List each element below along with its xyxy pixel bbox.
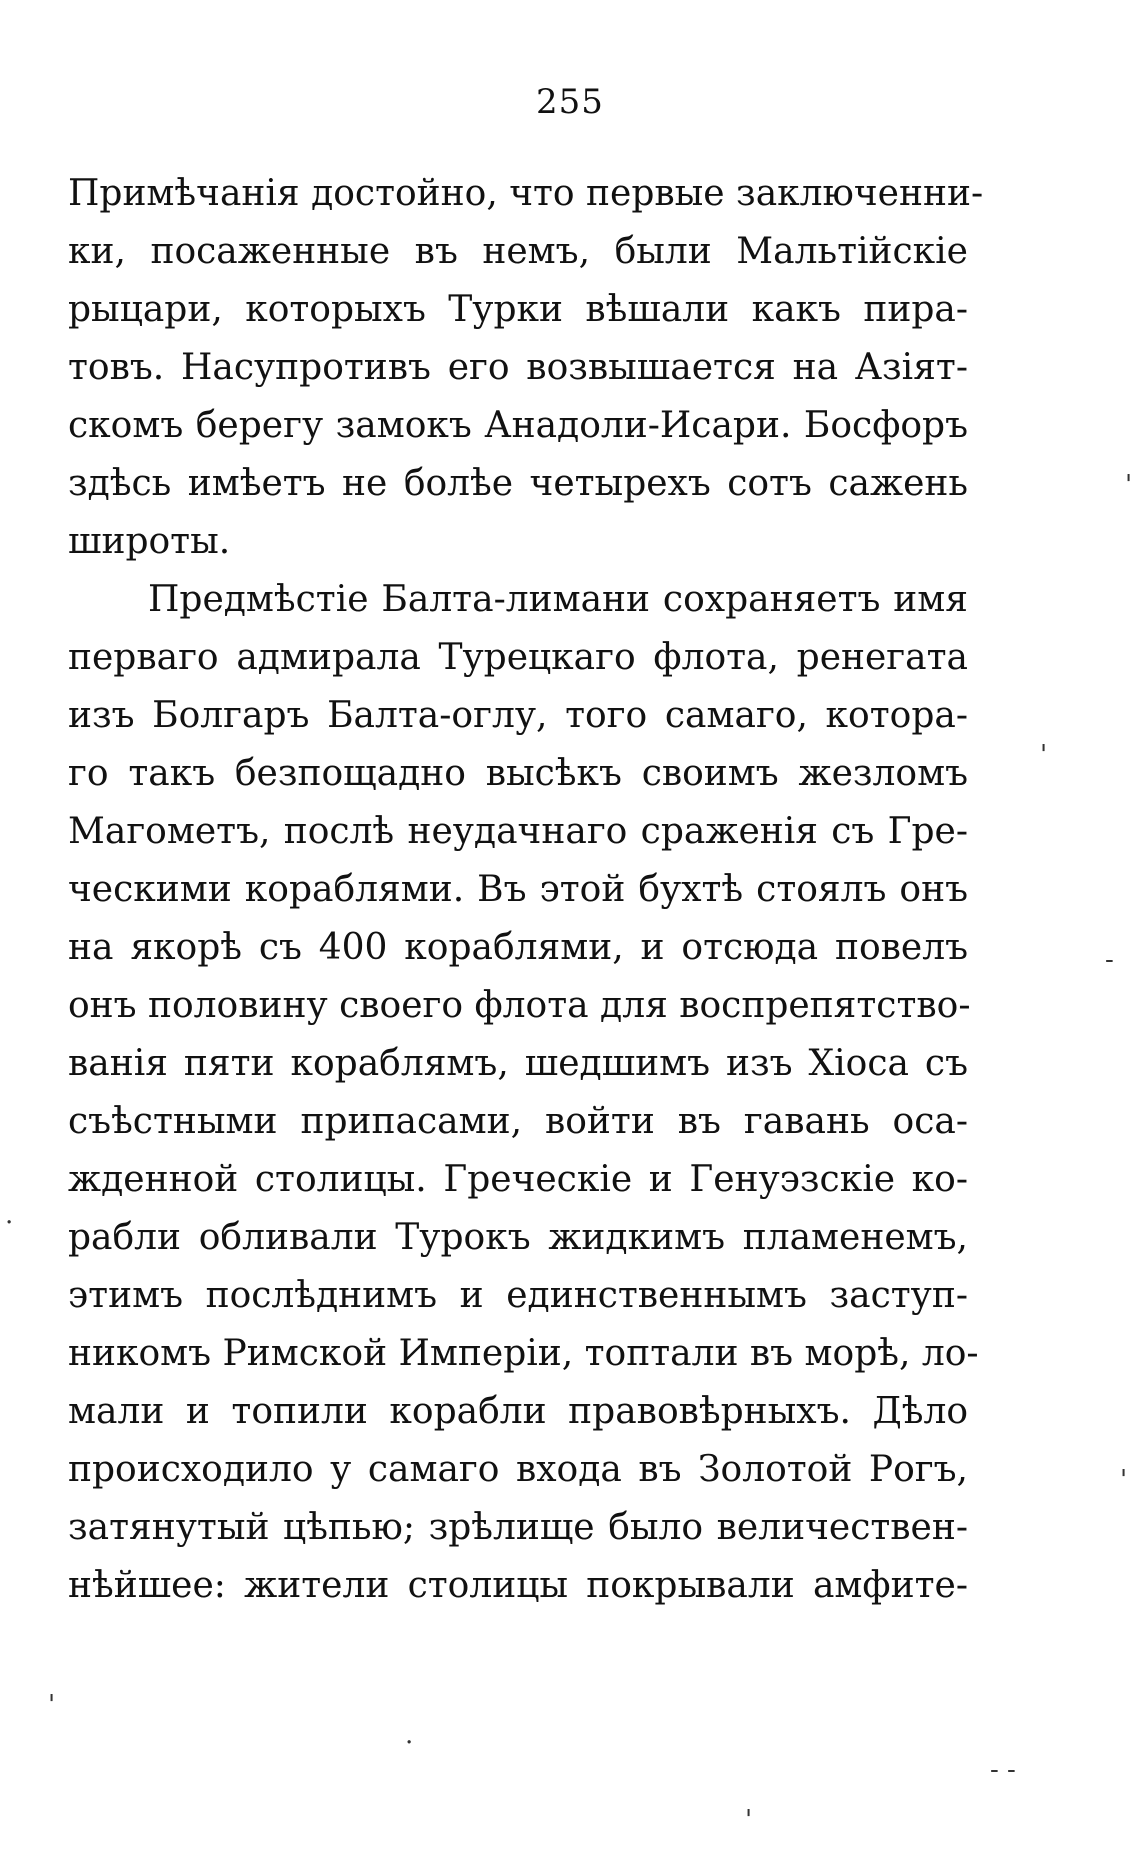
text-line: Магометъ, послѣ неудачнаго сраженія съ Гре- [68, 811, 968, 852]
text-line: мали и топили корабли правовѣрныхъ. Дѣло [68, 1391, 968, 1432]
page-number: 255 [536, 82, 604, 122]
scan-speck: . [405, 1720, 414, 1750]
scan-speck: ' [1040, 740, 1048, 770]
text-line: на якорѣ съ 400 кораблями, и отсюда повелъ [68, 927, 968, 968]
scan-speck: ' [1125, 470, 1133, 500]
text-line: здѣсь имѣетъ не болѣе четырехъ сотъ сажень [68, 463, 968, 504]
text-line: затянутый цѣпью; зрѣлище было величествен- [68, 1507, 968, 1548]
text-line: ческими кораблями. Въ этой бухтѣ стоялъ онъ [68, 869, 968, 910]
text-line: ки, посаженные въ немъ, были Мальтійскіе [68, 231, 968, 272]
scan-speck: . [5, 1200, 14, 1230]
paragraph-2 [68, 571, 979, 1615]
text-line: этимъ послѣднимъ и единственнымъ заступ- [68, 1275, 968, 1316]
scan-speck: - [1105, 945, 1114, 975]
text-line: широты. [68, 521, 231, 562]
text-line: нѣйшее: жители столицы покрывали амфите- [68, 1565, 968, 1606]
text-line: рыцари, которыхъ Турки вѣшали какъ пира- [68, 289, 968, 330]
text-line: рабли обливали Турокъ жидкимъ пламенемъ, [68, 1217, 968, 1258]
text-line: перваго адмирала Турецкаго флота, ренегата [68, 637, 968, 678]
text-line: изъ Болгаръ Балта-оглу, того самаго, которa- [68, 695, 968, 736]
scan-speck: ' [48, 1690, 56, 1720]
text-line: товъ. Насупротивъ его возвышается на Азіят- [68, 347, 968, 388]
text-line: ванія пяти кораблямъ, шедшимъ изъ Хіоса съ [68, 1043, 968, 1084]
scan-speck: ' [745, 1805, 753, 1835]
text-line: скомъ берегу замокъ Анадоли-Исари. Босфоръ [68, 405, 968, 446]
text-line: никомъ Римской Имперіи, топтали въ морѣ, ло- [68, 1333, 979, 1374]
body-text [68, 165, 984, 1615]
text-line: происходило у самаго входа въ Золотой Рогъ, [68, 1449, 968, 1490]
text-line: съѣстными припасами, войти въ гавань оса- [68, 1101, 968, 1142]
text-line: онъ половину своего флота для воспрепятство- [68, 985, 971, 1026]
text-line: жденной столицы. Греческіе и Генуэзскіе ко- [68, 1159, 968, 1200]
text-line: го такъ безпощадно высѣкъ своимъ жезломъ [68, 753, 968, 794]
scan-speck: - - [990, 1755, 1016, 1785]
paragraph-1 [68, 165, 984, 571]
text-line: Предмѣстіе Балта-лимани сохраняетъ имя [148, 579, 968, 620]
text-line: Примѣчанія достойно, что первые заключенни- [68, 173, 984, 214]
scan-speck: ' [1120, 1465, 1128, 1495]
